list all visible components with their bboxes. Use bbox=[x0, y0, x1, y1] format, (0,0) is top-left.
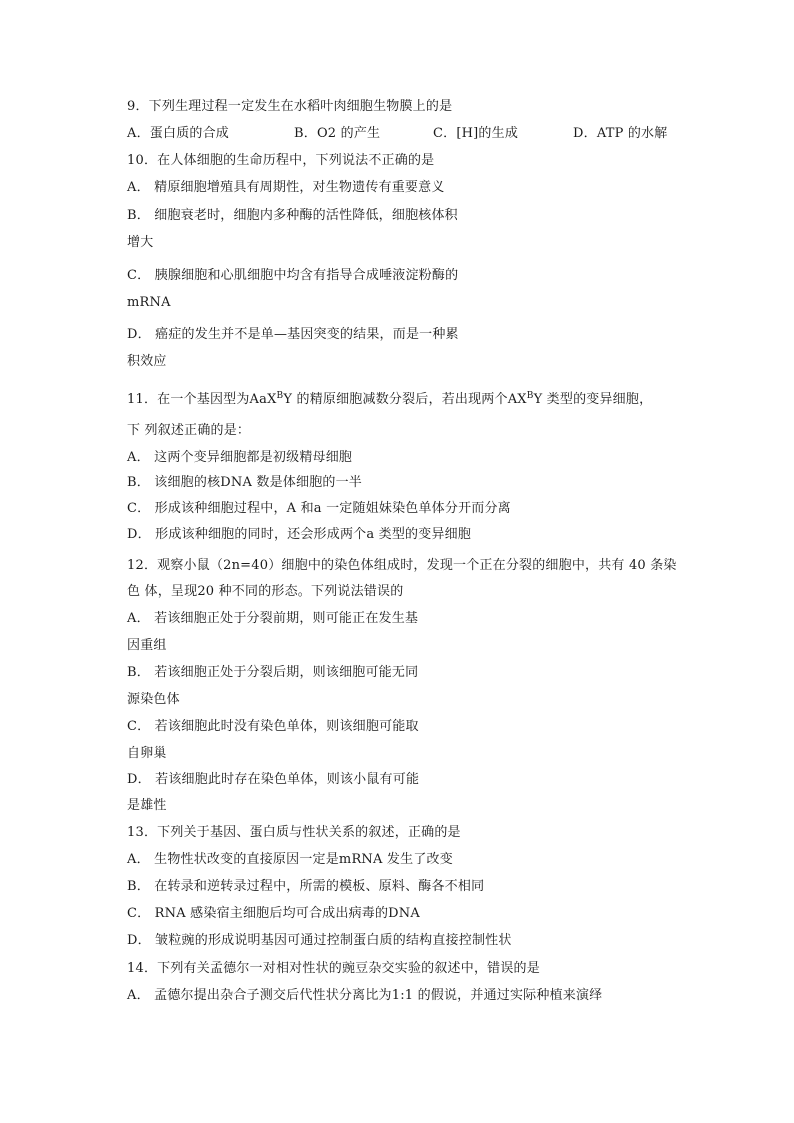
q12-option-a-cont: 因重组 bbox=[127, 638, 167, 653]
q10-option-b: B． 细胞衰老时，细胞内多种酶的活性降低，细胞核体积 bbox=[127, 208, 458, 223]
q9-option-b: B．O2 的产生 bbox=[294, 126, 381, 141]
q11-option-d: D． 形成该种细胞的同时，还会形成两个a 类型的变异细胞 bbox=[127, 527, 472, 542]
q11-superscript-2: B bbox=[526, 391, 534, 401]
q12-option-d: D． 若该细胞此时存在染色单体，则该小鼠有可能 bbox=[127, 772, 420, 787]
q12-option-c: C． 若该细胞此时没有染色单体，则该细胞可能取 bbox=[127, 719, 419, 734]
q12-option-b: B． 若该细胞正处于分裂后期，则该细胞可能无同 bbox=[127, 665, 419, 680]
q9-option-a: A．蛋白质的合成 bbox=[127, 126, 229, 141]
q11-option-c: C． 形成该种细胞过程中，A 和a 一定随姐妹染色单体分开而分离 bbox=[127, 501, 511, 516]
q10-option-a: A． 精原细胞增殖具有周期性，对生物遗传有重要意义 bbox=[127, 180, 445, 195]
q10-option-b-cont: 增大 bbox=[127, 235, 154, 250]
q10-option-d-cont: 积效应 bbox=[127, 354, 167, 369]
q9-options bbox=[127, 126, 687, 142]
q9-stem: 9．下列生理过程一定发生在水稻叶肉细胞生物膜上的是 bbox=[127, 99, 453, 114]
q10-option-c: C． 胰腺细胞和心肌细胞中均含有指导合成唾液淀粉酶的 bbox=[127, 268, 459, 283]
q11-stem-mid: Y 的精原细胞减数分裂后，若出现两个AX bbox=[283, 392, 527, 407]
q13-option-c: C． RNA 感染宿主细胞后均可合成出病毒的DNA bbox=[127, 906, 420, 921]
q12-option-d-cont: 是雄性 bbox=[127, 798, 167, 813]
q11-stem bbox=[127, 392, 652, 408]
q12-option-a: A． 若该细胞正处于分裂前期，则可能正在发生基 bbox=[127, 611, 419, 626]
q13-option-d: D． 皱粒豌的形成说明基因可通过控制蛋白质的结构直接控制性状 bbox=[127, 933, 512, 948]
q12-stem-cont: 色 体，呈现20 种不同的形态。下列说法错误的 bbox=[127, 584, 404, 599]
q11-stem-cont: 下 列叙述正确的是： bbox=[127, 423, 251, 438]
q10-option-c-cont: mRNA bbox=[127, 295, 171, 310]
q12-option-b-cont: 源染色体 bbox=[127, 692, 180, 707]
q13-option-b: B． 在转录和逆转录过程中，所需的模板、原料、酶各不相同 bbox=[127, 879, 485, 894]
q12-stem: 12．观察小鼠（2n=40）细胞中的染色体组成时，发现一个正在分裂的细胞中，共有 40 条染 bbox=[127, 558, 677, 573]
q9-option-c: C．[H]的生成 bbox=[433, 126, 519, 141]
q13-option-a: A． 生物性状改变的直接原因一定是mRNA 发生了改变 bbox=[127, 852, 453, 867]
q14-option-a: A． 孟德尔提出杂合子测交后代性状分离比为1:1 的假说，并通过实际种植来演绎 bbox=[127, 988, 603, 1003]
q11-superscript-1: B bbox=[276, 391, 284, 401]
q10-option-d: D． 癌症的发生并不是单—基因突变的结果，而是一种累 bbox=[127, 327, 459, 342]
q11-option-b: B． 该细胞的核DNA 数是体细胞的一半 bbox=[127, 475, 363, 490]
q10-stem: 10．在人体细胞的生命历程中，下列说法不正确的是 bbox=[127, 153, 435, 168]
q14-stem: 14．下列有关孟德尔一对相对性状的豌豆杂交实验的叙述中，错误的是 bbox=[127, 961, 540, 976]
q12-option-c-cont: 自卵巢 bbox=[127, 746, 167, 761]
q9-option-d: D．ATP 的水解 bbox=[573, 126, 668, 141]
q11-stem-post: Y 类型的变异细胞， bbox=[533, 392, 653, 407]
q13-stem: 13．下列关于基因、蛋白质与性状关系的叙述，正确的是 bbox=[127, 825, 461, 840]
q11-option-a: A． 这两个变异细胞都是初级精母细胞 bbox=[127, 450, 353, 465]
q11-stem-pre: 11．在一个基因型为AaX bbox=[127, 392, 277, 407]
